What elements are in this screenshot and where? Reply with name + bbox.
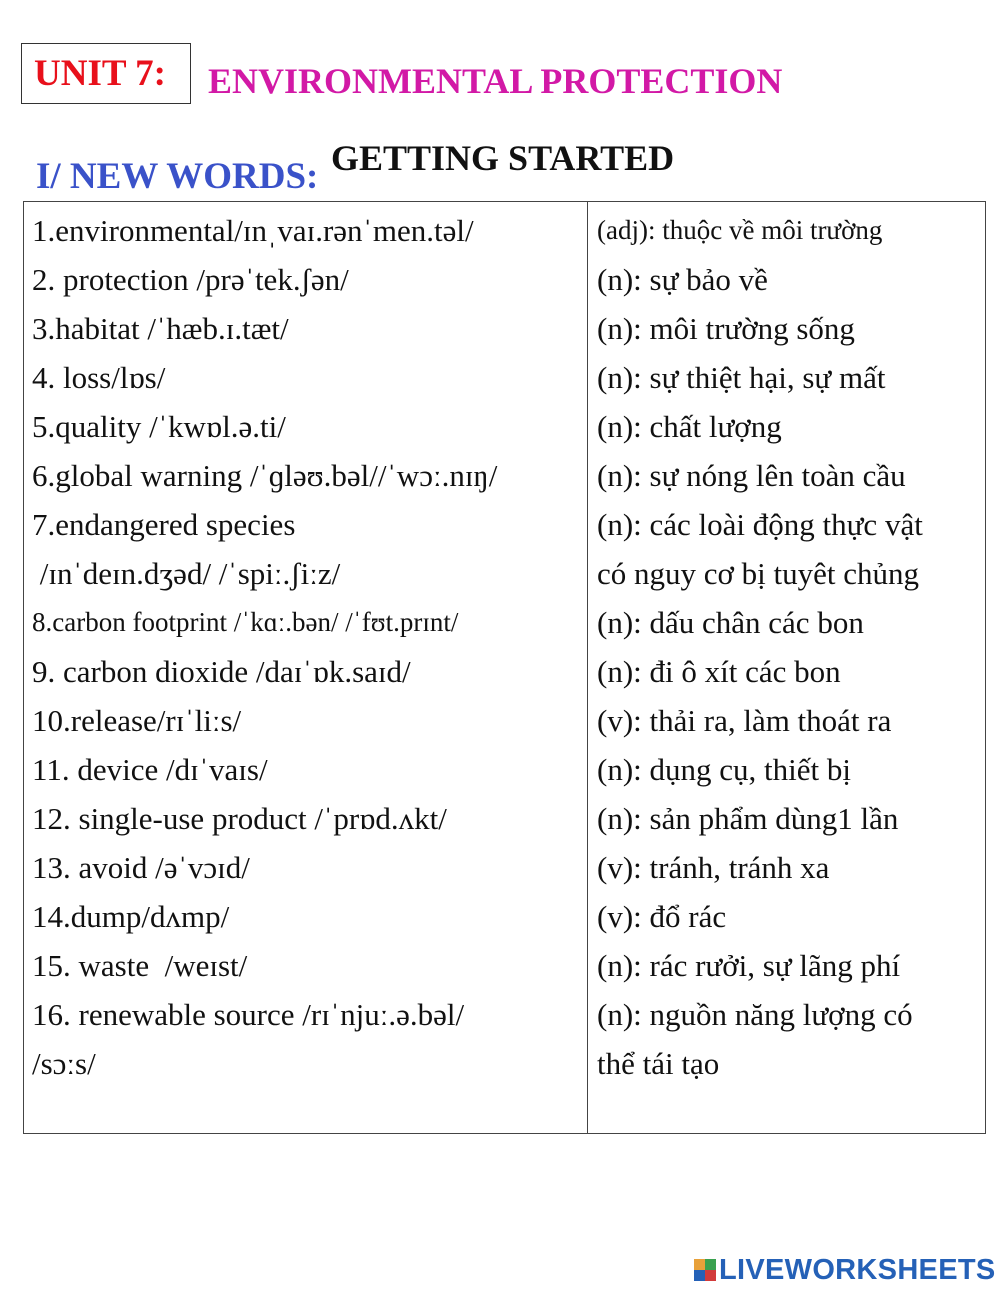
vocab-meaning-line: (n): nguồn năng lượng có — [597, 997, 913, 1032]
vocab-meaning-line: (v): đổ rác — [597, 899, 727, 934]
vocab-word-line: 10.release/rɪˈliːs/ — [32, 703, 242, 738]
vocab-meaning-line: có nguy cơ bị tuyêt chủng — [597, 556, 920, 591]
vocabulary-words-column — [32, 206, 584, 1088]
vocab-meaning-line: (v): thải ra, làm thoát ra — [597, 703, 892, 738]
vocab-meaning-line: (n): đi ô xít các bon — [597, 654, 841, 689]
vocab-word-line: 2. protection /prəˈtek.ʃən/ — [32, 262, 349, 297]
vocab-meaning-line: (n): sự thiệt hại, sự mất — [597, 360, 886, 395]
vocab-meaning-line: (n): chất lượng — [597, 409, 782, 444]
vocab-word-line: 6.global warning /ˈɡləʊ.bəl//ˈwɔː.nɪŋ/ — [32, 458, 498, 493]
vocab-meaning-line: (n): dấu chân các bon — [597, 605, 864, 640]
vocab-word-line: 12. single-use product /ˈprɒd.ʌkt/ — [32, 801, 447, 836]
vocab-meaning-line: (v): tránh, tránh xa — [597, 850, 830, 885]
vocab-meaning-line: (n): sự nóng lên toàn cầu — [597, 458, 906, 493]
vocab-word-line: /ɪnˈdeɪn.dʒəd/ /ˈspiː.ʃiːz/ — [32, 556, 341, 591]
vocab-meaning-line: thể tái tạo — [597, 1046, 720, 1081]
vocab-word-line: 4. loss/lɒs/ — [32, 360, 166, 395]
vocab-word-line: 9. carbon dioxide /daɪˈɒk.saɪd/ — [32, 654, 411, 689]
vocab-meaning-line: (n): rác rưởi, sự lãng phí — [597, 948, 901, 983]
vocabulary-meanings-column — [597, 206, 982, 1088]
liveworksheets-logo — [694, 1255, 996, 1285]
vocab-meaning-line: (n): sản phẩm dùng1 lần — [597, 801, 899, 836]
vocab-meaning-line: (n): dụng cụ, thiết bị — [597, 752, 851, 787]
vocab-word-line: 11. device /dɪˈvaɪs/ — [32, 752, 268, 787]
vocab-word-line: 8.carbon footprint /ˈkɑː.bən/ /ˈfʊt.prɪnt/ — [32, 607, 459, 637]
vocab-meaning-line: (n): sự bảo về — [597, 262, 768, 297]
vocab-word-line: 15. waste /weɪst/ — [32, 948, 248, 983]
vocab-meaning-line: (n): môi trường sống — [597, 311, 855, 346]
page-title: ENVIRONMENTAL PROTECTION — [208, 61, 783, 101]
vocab-word-line: 16. renewable source /rɪˈnjuː.ə.bəl/ — [32, 997, 465, 1032]
section-heading: GETTING STARTED — [331, 138, 675, 178]
subsection-heading: I/ NEW WORDS: — [36, 156, 319, 197]
vocab-word-line: 5.quality /ˈkwɒl.ə.ti/ — [32, 409, 286, 444]
vocab-word-line: 13. avoid /əˈvɔɪd/ — [32, 850, 250, 885]
liveworksheets-logo-icon — [694, 1259, 716, 1281]
table-column-divider — [587, 201, 588, 1134]
vocab-word-line: 1.environmental/ɪnˌvaɪ.rənˈmen.təl/ — [32, 213, 474, 248]
vocab-word-line: 3.habitat /ˈhæb.ɪ.tæt/ — [32, 311, 289, 346]
vocab-word-line: 7.endangered species — [32, 507, 296, 542]
vocab-meaning-line: (n): các loài động thực vật — [597, 507, 923, 542]
vocab-word-line: /sɔːs/ — [32, 1046, 96, 1081]
vocab-meaning-line: (adj): thuộc về môi trường — [597, 215, 883, 245]
logo-text: LIVEWORKSHEETS — [719, 1253, 996, 1286]
vocab-word-line: 14.dump/dʌmp/ — [32, 899, 230, 934]
unit-label: UNIT 7: — [34, 53, 166, 94]
